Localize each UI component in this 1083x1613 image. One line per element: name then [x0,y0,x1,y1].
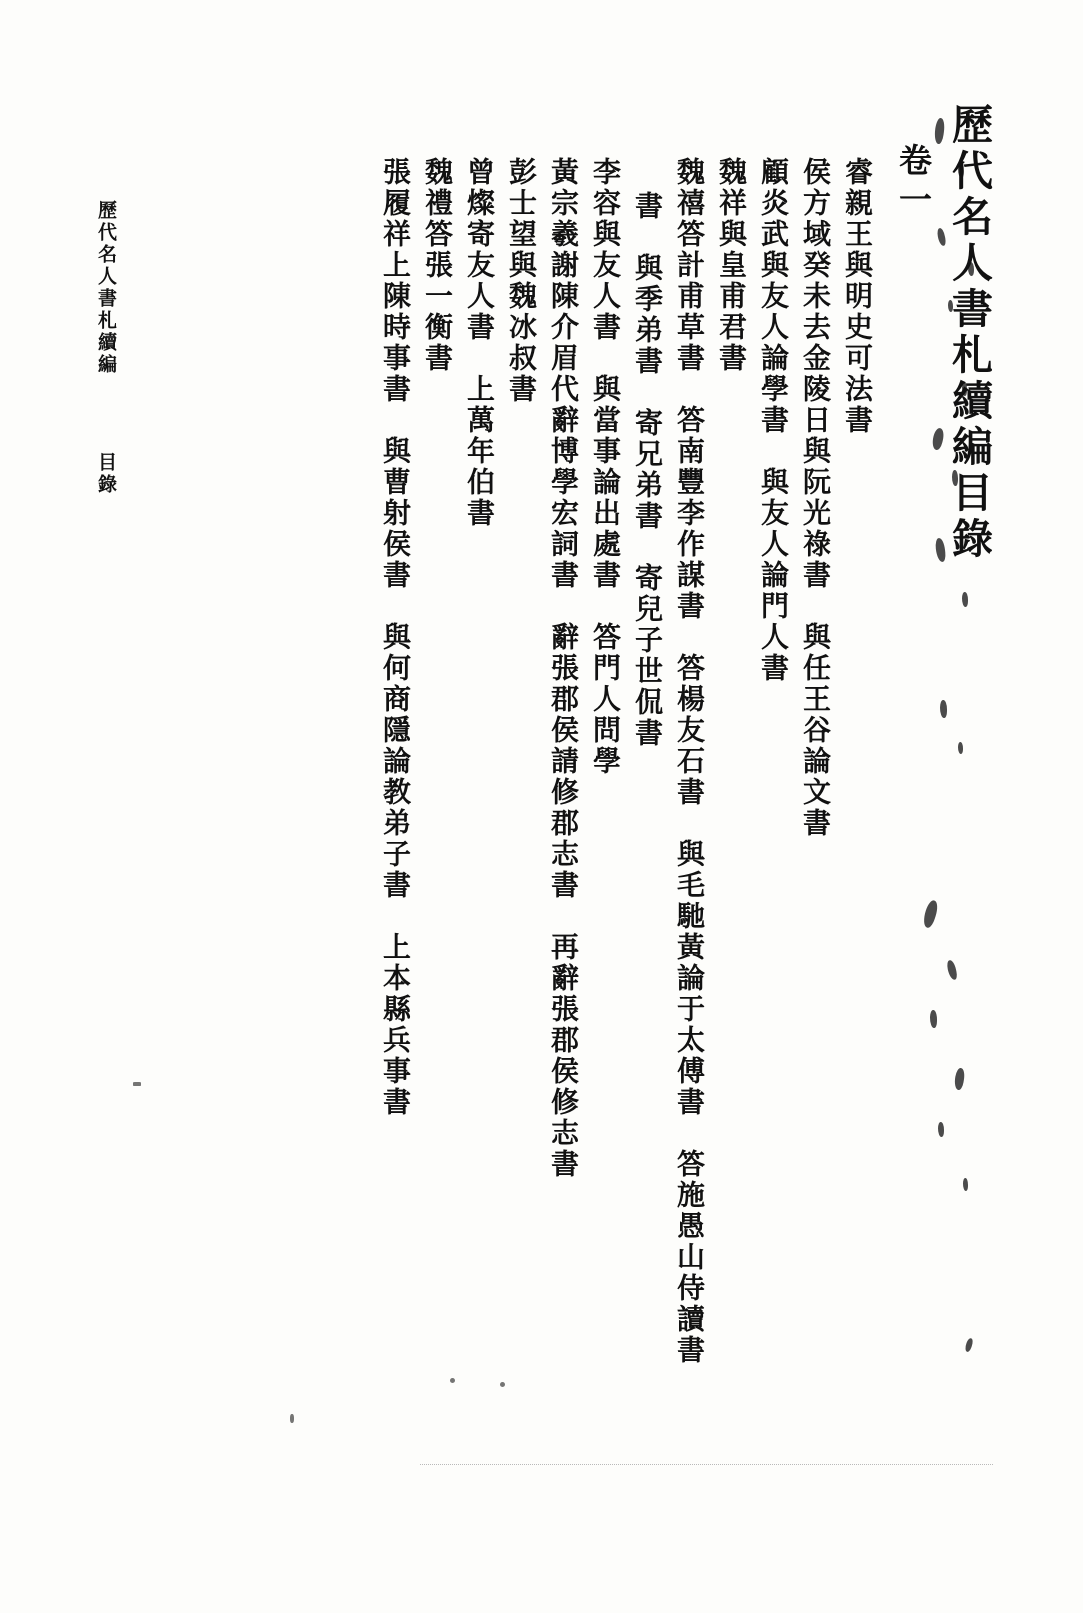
toc-entry[interactable]: 曾燦寄友人書 上萬年伯書 [463,157,496,529]
toc-entry[interactable]: 侯方域癸未去金陵日與阮光祿書 與任王谷論文書 [799,157,832,839]
toc-entry[interactable]: 魏禧答計甫草書 答南豐李作謀書 答楊友石書 與毛馳黃論于太傅書 答施愚山侍讀書 [673,157,706,1366]
bottom-rule [420,1464,993,1465]
volume-label: 卷一 [894,143,933,221]
toc-entry[interactable]: 彭士望與魏冰叔書 [505,157,538,405]
table-of-contents [80,95,993,1443]
footer-section-label: 目錄 [95,452,117,496]
document-title: 歷代名人書札續編目錄 [945,103,993,563]
toc-entry[interactable]: 魏禮答張一衡書 [421,157,454,374]
footer-book-title: 歷代名人書札續編 [95,200,117,376]
toc-entry[interactable]: 張履祥上陳時事書 與曹射侯書 與何商隱論教弟子書 上本縣兵事書 [379,157,412,1118]
toc-entry[interactable]: 書 與季弟書 寄兄弟書 寄兒子世侃書 [631,191,664,749]
toc-entry[interactable]: 黃宗羲謝陳介眉代辭博學宏詞書 辭張郡侯請修郡志書 再辭張郡侯修志書 [547,157,580,1180]
toc-entry[interactable]: 魏祥與皇甫君書 [715,157,748,374]
toc-entry[interactable]: 李容與友人書 與當事論出處書 答門人問學 [589,157,622,777]
toc-entry[interactable]: 睿親王與明史可法書 [841,157,874,436]
toc-entry[interactable]: 顧炎武與友人論學書 與友人論門人書 [757,157,790,684]
running-footer [96,200,115,496]
